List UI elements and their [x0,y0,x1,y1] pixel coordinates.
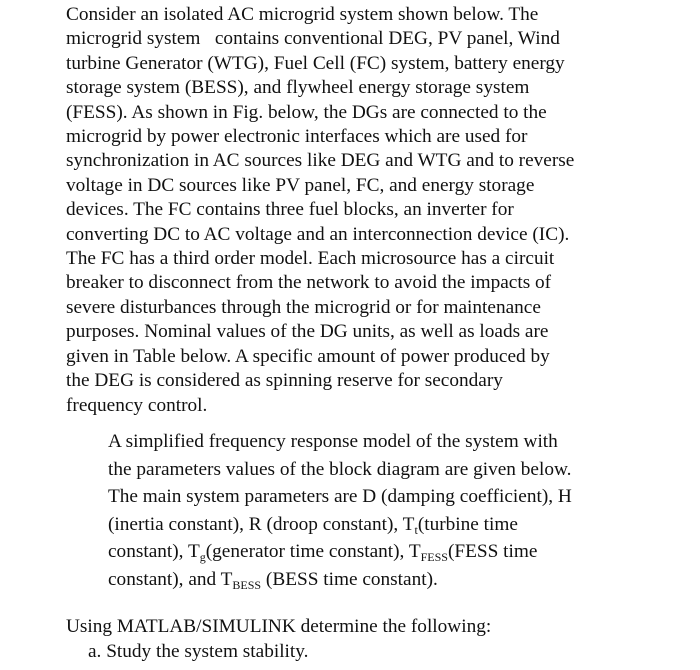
text-line: the parameters values of the block diagram are given below. [108,458,572,480]
text-line: voltage in DC sources like PV panel, FC, and energy storage [66,174,535,196]
text-line: storage system (BESS), and flywheel energy storage system [66,77,530,99]
text-fragment: (generator time constant), T [205,541,421,563]
text-line: converting DC to AC voltage and an interconnection device (IC). [66,223,570,245]
text-line: purposes. Nominal values of the DG units, as well as loads are [66,321,549,343]
text-line: turbine Generator (WTG), Fuel Cell (FC) system, battery energy [66,52,565,74]
subscript: FESS [420,550,448,565]
subscript: g [199,550,206,565]
text-line: breaker to disconnect from the network to avoid the impacts of [66,272,552,294]
text-line: The FC has a third order model. Each microsource has a circuit [66,248,555,270]
text-line: given in Table below. A specific amount of power produced by [66,345,550,367]
text-line: Consider an isolated AC microgrid system shown below. The [66,4,539,25]
text-line: A simplified frequency response model of the system with [108,431,558,452]
paragraph-frequency-model [108,428,668,594]
paragraph-tasks [66,614,666,664]
text-fragment: constant), and T [108,568,233,590]
text-line [108,511,668,539]
text-line: severe disturbances through the microgrid or for maintenance [66,296,541,318]
text-line: synchronization in AC sources like DEG and WTG and to reverse [66,150,575,172]
text-fragment: (turbine time [417,513,518,535]
task-item: a. Study the system stability. [88,641,309,662]
subscript: BESS [232,577,262,592]
text-line [108,566,668,594]
text-line: microgrid system contains conventional DEG, PV panel, Wind [66,28,560,50]
text-line: microgrid by power electronic interfaces which are used for [66,126,528,148]
task-intro: Using MATLAB/SIMULINK determine the following: [66,616,492,637]
text-line: (FESS). As shown in Fig. below, the DGs are connected to the [66,101,547,123]
text-line: frequency control. [66,394,208,416]
text-fragment: constant), T [108,541,200,563]
subscript: t [414,522,418,537]
text-line: the DEG is considered as spinning reserve for secondary [66,370,503,392]
text-line: The main system parameters are D (damping coefficient), H [108,486,572,508]
text-fragment: (FESS time [447,541,538,563]
text-fragment: (BESS time constant). [261,568,438,590]
text-line [108,538,668,566]
text-fragment: (inertia constant), R (droop constant), T [108,513,415,535]
paragraph-system-description [66,3,666,418]
text-line: devices. The FC contains three fuel blocks, an inverter for [66,199,514,221]
